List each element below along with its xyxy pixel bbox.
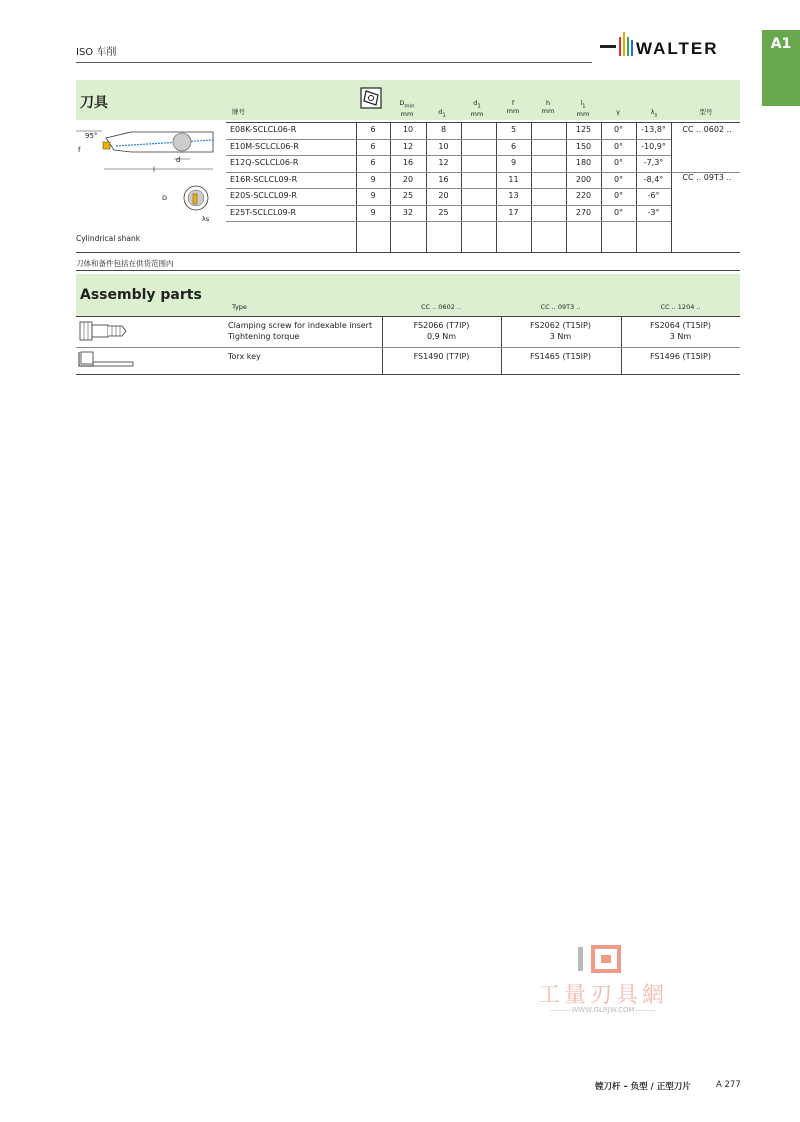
tool-cell-lambda: -8,4°	[643, 174, 664, 184]
page-header-title: ISO 车削	[76, 47, 117, 58]
tool-cell-f: 13	[508, 191, 519, 200]
tool-code: E10M-SCLCL06-R	[230, 141, 299, 151]
boring-bar-diagram	[76, 124, 226, 228]
tool-cell-h	[531, 139, 566, 155]
assembly-part-number: FS2066 (T7IP)	[413, 321, 470, 330]
tool-cell-dmin: 25	[402, 191, 414, 200]
watermark-text: 工量刃具網	[538, 983, 669, 1008]
tool-cell-l1: 180	[575, 158, 592, 167]
tool-cell-d1mm	[461, 172, 496, 188]
tool-cell-size: 6	[370, 158, 376, 167]
tool-cell-d1mm	[461, 122, 496, 138]
tool-cell-l1: 125	[575, 125, 592, 134]
tool-cell-d1mm	[461, 188, 496, 204]
assembly-torque: 3 Nm	[669, 332, 692, 341]
col-d1-mm: $d_1$ mm	[470, 99, 484, 119]
table-top-rule	[226, 122, 740, 123]
col-lambda: $\lambda_s$	[650, 108, 658, 119]
note-rule	[76, 270, 740, 271]
assembly-part-number: FS2062 (T15IP)	[530, 321, 591, 330]
svg-text:95°: 95°	[85, 132, 98, 140]
svg-text:l: l	[153, 166, 155, 174]
assembly-type-label: Type	[232, 303, 247, 311]
col-designation: 牌号	[232, 108, 245, 116]
tool-cell-lambda: -6°	[647, 191, 660, 200]
tool-cell-lambda: -10,9°	[641, 141, 666, 151]
walter-logo	[598, 28, 740, 60]
col-d1: $d_1$	[438, 108, 446, 119]
tool-cell-l1: 200	[575, 174, 592, 184]
tool-cell-dmin: 10	[402, 125, 414, 134]
tool-cell-f: 6	[510, 141, 517, 151]
tool-cell-size: 6	[370, 125, 376, 134]
torx-key-icon	[76, 350, 136, 374]
watermark-url: ———WWW.GLRJW.COM———	[550, 1006, 656, 1014]
assembly-col-1204: CC .. 1204 ..	[660, 303, 701, 311]
tool-cell-lambda: -7,3°	[643, 158, 664, 167]
tool-cell-d1mm	[461, 155, 496, 171]
col-dmin: $D_{min}$ mm	[399, 99, 415, 119]
assembly-col-0602: CC .. 0602 ..	[420, 303, 462, 311]
tool-cell-l1: 150	[575, 141, 592, 151]
tool-cell-dmin: 16	[402, 158, 414, 167]
tool-cell-d1: 8	[440, 125, 447, 134]
tool-code: E12Q-SCLCL06-R	[230, 158, 299, 167]
tool-cell-d1: 16	[438, 174, 449, 184]
tool-cell-size: 9	[370, 191, 376, 200]
tool-cell-f: 11	[508, 174, 519, 184]
watermark-logo-icon	[575, 944, 627, 978]
col-type: 型号	[699, 108, 713, 116]
clamping-screw-icon	[78, 318, 128, 348]
assembly-part-number: FS1490 (T7IP)	[413, 352, 470, 361]
insert-shape-icon	[360, 87, 382, 113]
tool-code: E08K-SCLCL06-R	[230, 125, 297, 134]
tool-cell-dmin: 20	[402, 174, 414, 184]
tool-cell-gamma: 0°	[613, 191, 624, 200]
tool-cell-gamma: 0°	[613, 125, 624, 134]
tools-bottom-rule	[76, 252, 740, 253]
col-h: h mm	[541, 99, 555, 115]
svg-text:d: d	[176, 156, 181, 164]
tool-cell-lambda: -13,8°	[641, 125, 666, 134]
assembly-top-rule	[76, 316, 740, 317]
tools-table	[226, 122, 740, 252]
tool-cell-lambda: -3°	[647, 207, 660, 217]
tool-cell-size: 9	[370, 174, 376, 184]
tool-cell-h	[531, 188, 566, 204]
assembly-label-2: Tightening torque	[228, 332, 300, 341]
svg-text:WALTER: WALTER	[636, 39, 719, 58]
svg-text:f: f	[78, 146, 81, 154]
tool-cell-size: 9	[370, 207, 376, 217]
tool-cell-h	[531, 122, 566, 138]
tool-code: E20S-SCLCL09-R	[230, 191, 297, 200]
tool-cell-size: 6	[370, 141, 376, 151]
assembly-part-number: FS2064 (T15IP)	[650, 321, 711, 330]
tool-code: E25T-SCLCL09-R	[230, 207, 297, 217]
col-gamma: γ	[616, 108, 620, 116]
tool-cell-f: 5	[510, 125, 517, 134]
assembly-row-rule	[76, 347, 740, 348]
svg-text:D: D	[162, 194, 168, 202]
table-row-rule	[226, 221, 671, 222]
tool-cell-gamma: 0°	[613, 158, 624, 167]
assembly-part-number: FS1465 (T15IP)	[530, 352, 591, 361]
scope-note: 刀体和备件包括在供货范围内	[76, 259, 174, 268]
assembly-row-rule	[76, 374, 740, 375]
svg-text:λs: λs	[202, 215, 210, 223]
tool-cell-gamma: 0°	[613, 141, 624, 151]
tool-cell-f: 17	[508, 207, 519, 217]
tool-cell-h	[531, 172, 566, 188]
tool-cell-d1: 20	[438, 191, 449, 200]
col-f: f mm	[506, 99, 520, 115]
tool-cell-gamma: 0°	[613, 174, 624, 184]
tool-code: E16R-SCLCL09-R	[230, 174, 298, 184]
tool-cell-gamma: 0°	[613, 207, 624, 217]
tool-cell-dmin: 12	[402, 141, 414, 151]
header-rule	[76, 62, 592, 63]
tool-cell-h	[531, 155, 566, 171]
tool-cell-f: 9	[510, 158, 517, 167]
tool-cell-h	[531, 205, 566, 221]
col-l1: $l_1$ mm	[576, 99, 590, 119]
assembly-title: Assembly parts	[80, 287, 202, 303]
assembly-label: Torx key	[228, 352, 261, 361]
type-cell: CC .. 09T3 ..	[682, 172, 732, 182]
table-col-divider	[671, 122, 672, 252]
footer-title: 镗刀杆 – 负型 / 正型刀片	[595, 1082, 691, 1092]
assembly-torque: 3 Nm	[549, 332, 572, 341]
tool-cell-l1: 270	[575, 207, 592, 217]
tool-cell-d1: 25	[438, 207, 449, 217]
tool-cell-dmin: 32	[402, 207, 414, 217]
tool-cell-d1: 12	[438, 158, 449, 167]
tool-cell-d1mm	[461, 205, 496, 221]
section-tab: A1	[762, 30, 800, 106]
tool-cell-l1: 220	[575, 191, 592, 200]
shank-label: Cylindrical shank	[76, 234, 141, 243]
tool-cell-d1: 10	[438, 141, 449, 151]
assembly-label: Clamping screw for indexable insert	[228, 321, 373, 330]
assembly-col-09t3: CC .. 09T3 ..	[540, 303, 581, 311]
tool-cell-d1mm	[461, 139, 496, 155]
tools-title: 刀具	[80, 95, 108, 111]
type-cell: CC .. 0602 ..	[682, 125, 732, 134]
assembly-table	[226, 316, 740, 374]
assembly-part-number: FS1496 (T15IP)	[650, 352, 711, 361]
assembly-torque: 0,9 Nm	[426, 332, 457, 341]
page-number: A 277	[716, 1080, 741, 1090]
